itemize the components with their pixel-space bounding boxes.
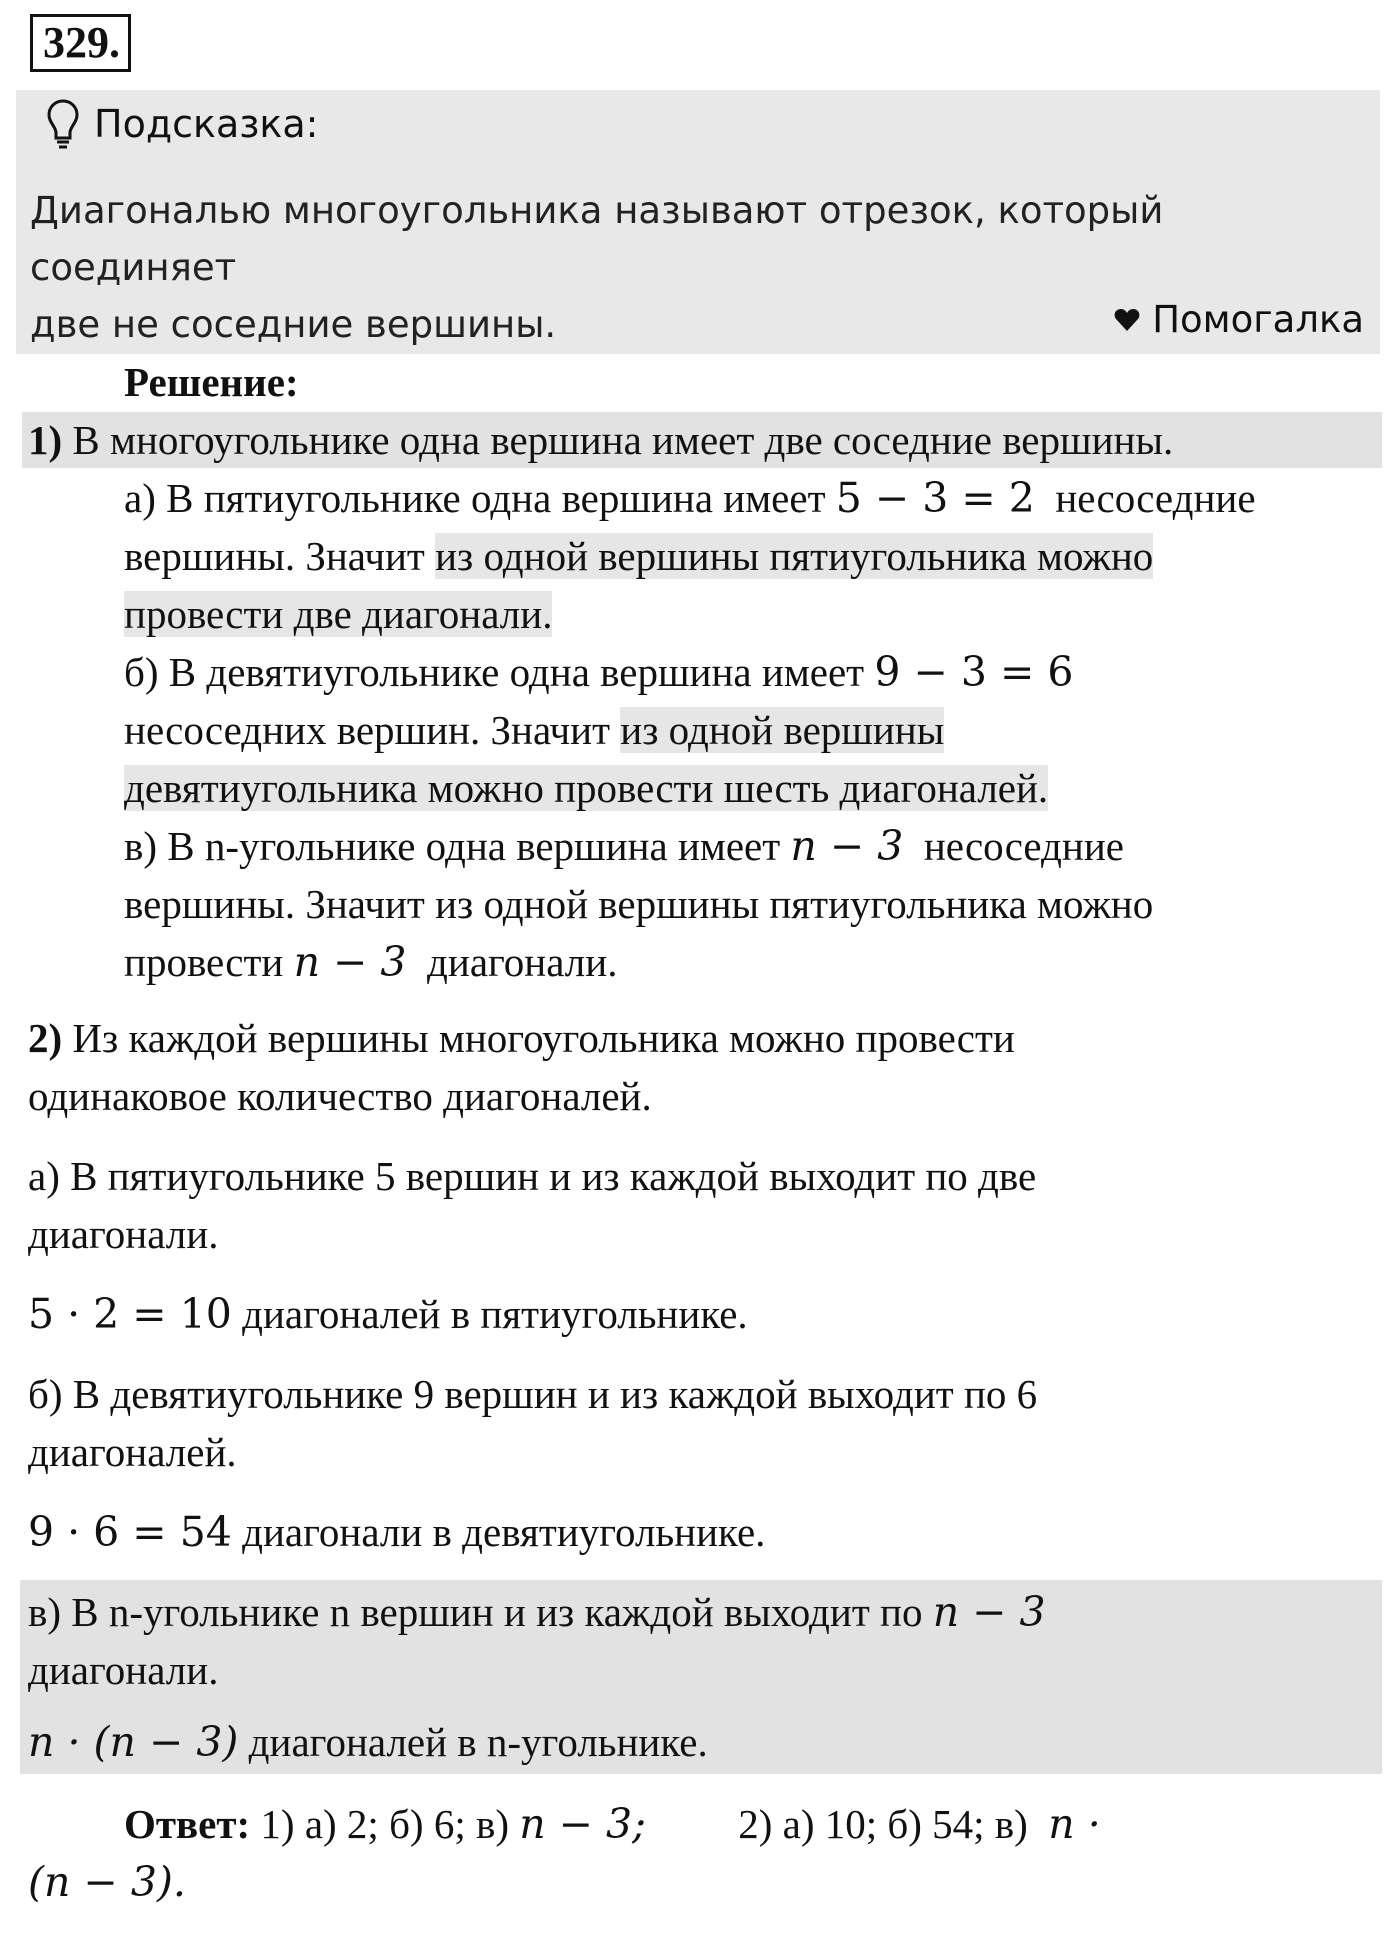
lightbulb-icon	[46, 98, 80, 150]
part1-b-line1: б) В девятиугольнике одна вершина имеет 9 − 3 = 6	[124, 648, 1074, 696]
heart-icon	[1114, 308, 1140, 332]
part1-c-line1: в) В n-угольнике одна вершина имеет n − 3 несоседние	[124, 822, 1124, 870]
part1-c-line2: вершины. Значит из одной вершины пятиугольника можно	[124, 881, 1154, 927]
part2-line2: одинаковое количество диагоналей.	[28, 1073, 652, 1119]
hint-header	[46, 98, 318, 150]
hint-title: Подсказка:	[94, 102, 319, 146]
answer-line2: (n − 3).	[28, 1858, 186, 1906]
part2-marker: 2)	[28, 1015, 63, 1061]
part2-c-line2: диагонали.	[28, 1647, 219, 1693]
credit-label: Помогалка	[1152, 298, 1364, 341]
part2-b-line2: диагоналей.	[28, 1429, 237, 1475]
part2-c-calc: n · (n − 3) диагоналей в n-угольнике.	[28, 1718, 708, 1766]
part2-b-line1: б) В девятиугольнике 9 вершин и из каждой выходит по 6	[28, 1371, 1038, 1417]
part1-c-line3: провести n − 3 диагонали.	[124, 938, 618, 986]
part1-a-line3	[124, 586, 552, 643]
hint-box	[16, 90, 1380, 354]
highlight: из одной вершины пятиугольника можно	[435, 533, 1154, 579]
part1-b-line2: несоседних вершин. Значит из одной вершины	[124, 707, 945, 753]
part2-b-calc: 9 · 6 = 54 диагонали в девятиугольнике.	[28, 1508, 766, 1556]
part1-a-line2: вершины. Значит из одной вершины пятиугольника можно	[124, 533, 1154, 579]
answer-label: Ответ:	[124, 1801, 251, 1847]
highlight: провести две диагонали.	[124, 591, 553, 637]
part1-b-line3	[124, 760, 1048, 817]
hint-text: Диагональю многоугольника называют отрезок, который соединяет две не соседние вершины.	[30, 189, 1164, 346]
part1-a-line1: а) В пятиугольнике одна вершина имеет 5 − 3 = 2 несоседние	[124, 474, 1256, 522]
part1-marker: 1)	[28, 417, 63, 463]
highlight: из одной вершины	[620, 707, 945, 753]
part2-c-line1: в) В n-угольнике n вершин и из каждой выходит по n − 3	[28, 1588, 1046, 1636]
problem-number: 329.	[30, 14, 131, 72]
part2-a-line2: диагонали.	[28, 1211, 219, 1257]
part2-line1: 2) Из каждой вершины многоугольника можно провести	[28, 1015, 1015, 1061]
part2-a-calc: 5 · 2 = 10 диагоналей в пятиугольнике.	[28, 1290, 748, 1338]
hint-credit	[1114, 298, 1364, 341]
highlight: девятиугольника можно провести шесть диагоналей.	[124, 765, 1049, 811]
solution-title: Решение:	[124, 359, 299, 405]
part2-a-line1: а) В пятиугольнике 5 вершин и из каждой выходит по две	[28, 1153, 1037, 1199]
answer-line1: Ответ: 1) а) 2; б) 6; в) n − 3; 2) а) 10; б) 54; в) n ·	[124, 1800, 1101, 1848]
part1-intro: 1) В многоугольнике одна вершина имеет две соседние вершины.	[28, 417, 1174, 463]
